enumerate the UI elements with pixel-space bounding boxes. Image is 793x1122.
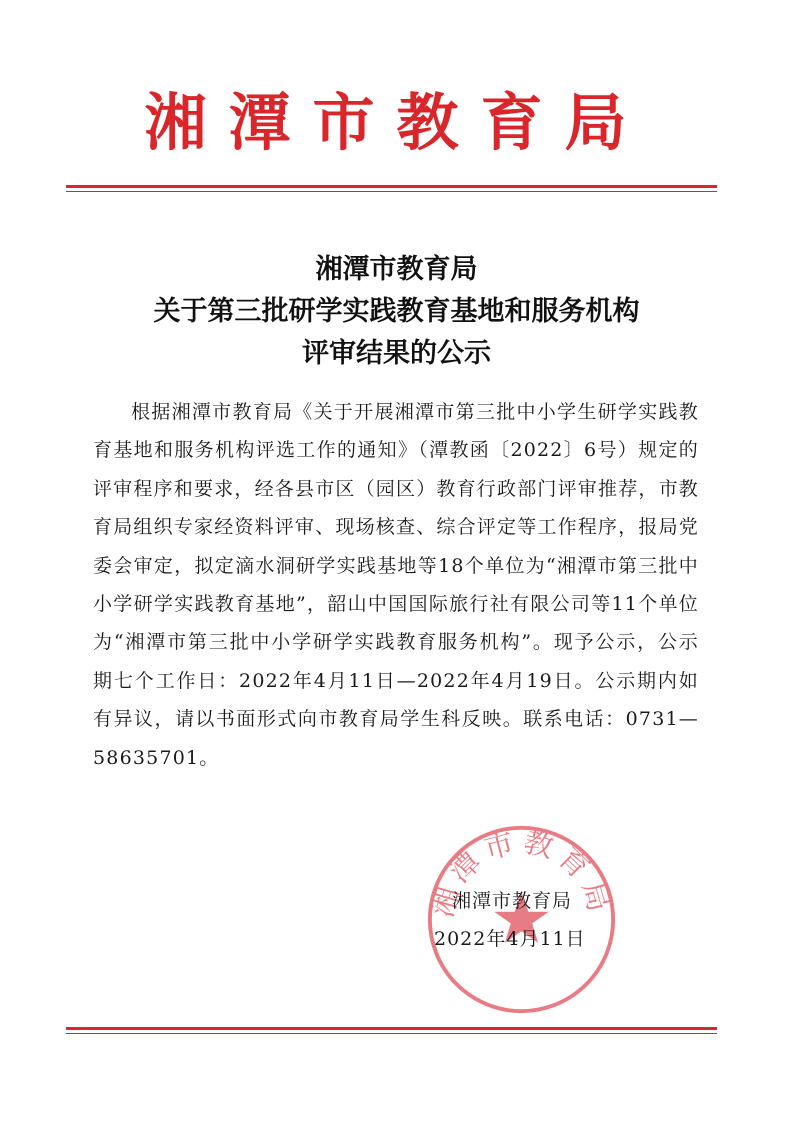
letterhead-title: 湘潭市教育局 — [144, 86, 649, 159]
seal-arc-path-text: 湘潭市教育局 — [425, 824, 618, 921]
notice-title-line-1: 湘潭市教育局 — [315, 254, 478, 285]
notice-title-line-3: 评审结果的公示 — [302, 338, 491, 369]
footer-rule-thin — [66, 1033, 717, 1034]
signature-organization: 湘潭市教育局 — [452, 890, 573, 912]
notice-title-line-2: 关于第三批研学实践教育基地和服务机构 — [153, 296, 640, 327]
letterhead-rule-thin — [66, 191, 717, 192]
notice-body: 根据湘潭市教育局《关于开展湘潭市第三批中小学生研学实践教育基地和服务机构评选工作的通知》（潭教函〔2022〕6号）规定的评审程序和要求，经各县市区（园区）教育行政部门评审推荐，市教育局组织专家经资料评审、现场核查、综合评定等工作程序，报局党委会审定，拟定滴水洞研学实践基地等18个单位为“湘潭市第三批中小学研学实践教育基地”，韶山中国国际旅行社有限公司等11个单位为“湘潭市第三批中小学研学实践教育服务机构”。现予公示，公示期七个工作日：2022年4月11日—2022年4月19日。公示期内如有异议，请以书面形式向市教育局学生科反映。联系电话：0731—58635701。 — [93, 401, 700, 769]
letterhead-rule-thick — [66, 185, 717, 188]
signature-date: 2022年4月11日 — [434, 928, 586, 950]
official-seal — [424, 822, 619, 1017]
footer-rule-thick — [66, 1027, 717, 1030]
